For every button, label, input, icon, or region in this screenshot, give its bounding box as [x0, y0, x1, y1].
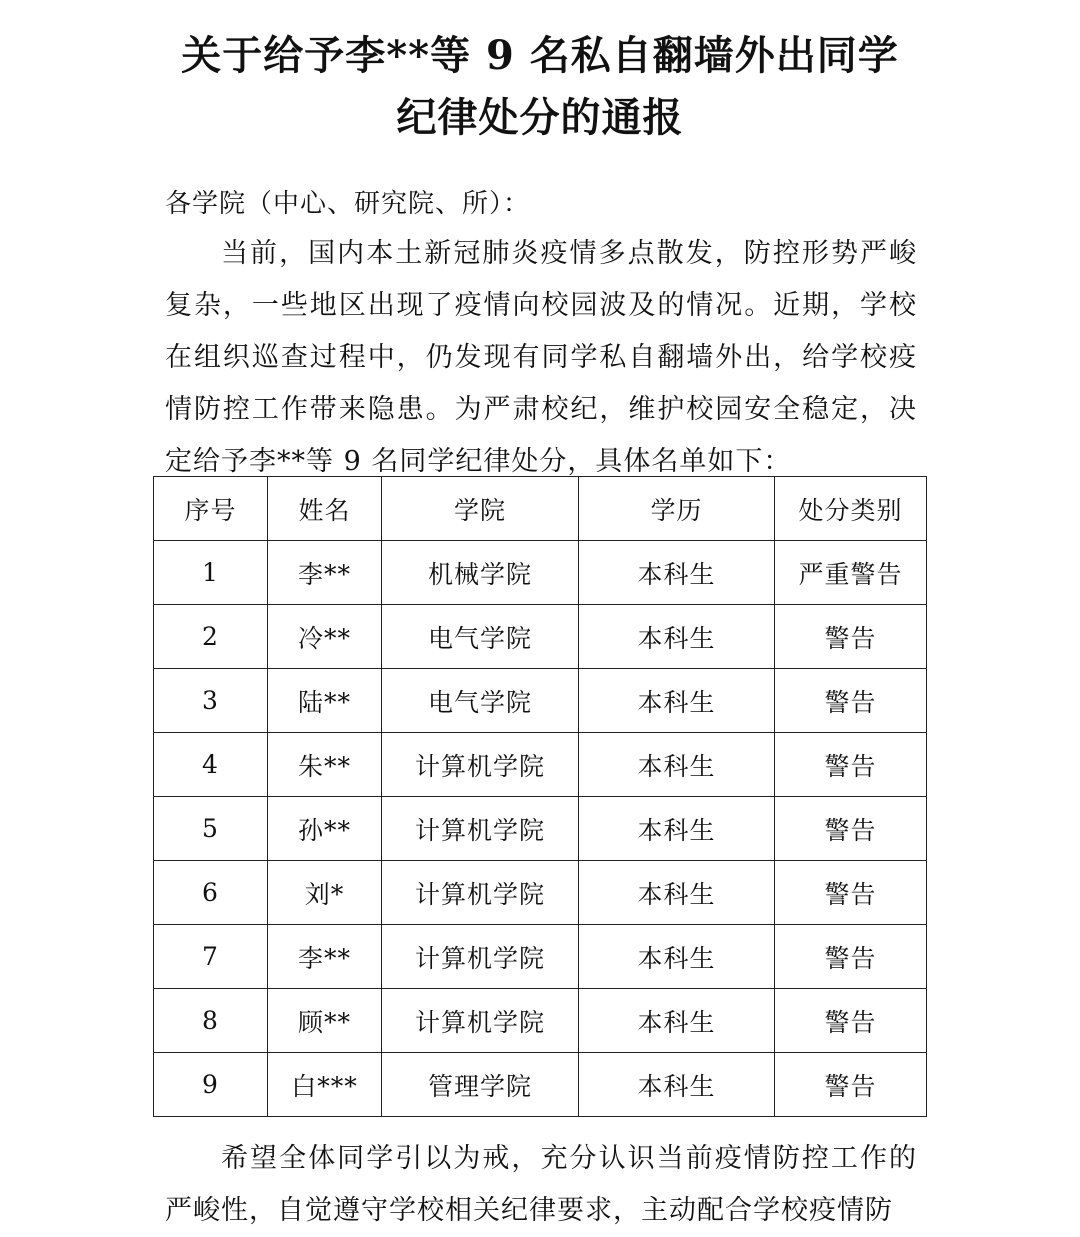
cell-degree: 本科生: [579, 989, 775, 1053]
table-row: [154, 989, 927, 1053]
cell-college: 计算机学院: [382, 925, 579, 989]
cell-penalty: 警告: [775, 797, 927, 861]
cell-name: 刘*: [268, 861, 382, 925]
table-row: [154, 861, 927, 925]
cell-degree: 本科生: [579, 1053, 775, 1117]
header-degree: 学历: [579, 477, 775, 541]
cell-degree: 本科生: [579, 797, 775, 861]
cell-college: 计算机学院: [382, 733, 579, 797]
cell-number: 3: [154, 669, 268, 733]
table-row: [154, 925, 927, 989]
header-number: 序号: [154, 477, 268, 541]
header-name: 姓名: [268, 477, 382, 541]
document-title-line-1: 关于给予李**等 9 名私自翻墙外出同学: [181, 32, 899, 79]
cell-penalty: 严重警告: [775, 541, 927, 605]
cell-penalty: 警告: [775, 605, 927, 669]
cell-name: 陆**: [268, 669, 382, 733]
cell-college: 管理学院: [382, 1053, 579, 1117]
cell-degree: 本科生: [579, 925, 775, 989]
header-college: 学院: [382, 477, 579, 541]
cell-penalty: 警告: [775, 861, 927, 925]
cell-number: 8: [154, 989, 268, 1053]
table-row: [154, 1053, 927, 1117]
cell-number: 5: [154, 797, 268, 861]
table-row: [154, 733, 927, 797]
cell-degree: 本科生: [579, 669, 775, 733]
cell-name: 顾**: [268, 989, 382, 1053]
table-row: [154, 605, 927, 669]
cell-penalty: 警告: [775, 733, 927, 797]
cell-name: 冷**: [268, 605, 382, 669]
cell-penalty: 警告: [775, 669, 927, 733]
cell-degree: 本科生: [579, 733, 775, 797]
cell-number: 4: [154, 733, 268, 797]
cell-number: 6: [154, 861, 268, 925]
cell-name: 孙**: [268, 797, 382, 861]
table-row: [154, 797, 927, 861]
cell-number: 7: [154, 925, 268, 989]
cell-number: 9: [154, 1053, 268, 1117]
discipline-roster-table: [153, 476, 927, 1117]
body-paragraph-1: 当前，国内本土新冠肺炎疫情多点散发，防控形势严峻复杂，一些地区出现了疫情向校园波及的情况。近期，学校在组织巡查过程中，仍发现有同学私自翻墙外出，给学校疫情防控工作带来隐患。为严肃校纪，维护校园安全稳定，决定给予李**等 9 名同学纪律处分，具体名单如下：: [165, 238, 917, 477]
cell-college: 计算机学院: [382, 861, 579, 925]
cell-number: 1: [154, 541, 268, 605]
table-row: [154, 541, 927, 605]
cell-name: 李**: [268, 925, 382, 989]
table-row: [154, 669, 927, 733]
cell-college: 电气学院: [382, 605, 579, 669]
cell-college: 电气学院: [382, 669, 579, 733]
cell-name: 李**: [268, 541, 382, 605]
cell-penalty: 警告: [775, 925, 927, 989]
cell-penalty: 警告: [775, 989, 927, 1053]
cell-college: 计算机学院: [382, 989, 579, 1053]
salutation: 各学院（中心、研究院、所）：: [165, 189, 531, 219]
cell-name: 白***: [268, 1053, 382, 1117]
cell-degree: 本科生: [579, 605, 775, 669]
cell-name: 朱**: [268, 733, 382, 797]
document-title-line-2: 纪律处分的通报: [396, 94, 684, 141]
cell-penalty: 警告: [775, 1053, 927, 1117]
cell-degree: 本科生: [579, 541, 775, 605]
body-paragraph-2: 希望全体同学引以为戒，充分认识当前疫情防控工作的严峻性，自觉遵守学校相关纪律要求，主动配合学校疫情防: [165, 1143, 917, 1226]
cell-college: 机械学院: [382, 541, 579, 605]
table-header-row: [154, 477, 927, 541]
header-penalty: 处分类别: [775, 477, 927, 541]
cell-college: 计算机学院: [382, 797, 579, 861]
cell-number: 2: [154, 605, 268, 669]
cell-degree: 本科生: [579, 861, 775, 925]
